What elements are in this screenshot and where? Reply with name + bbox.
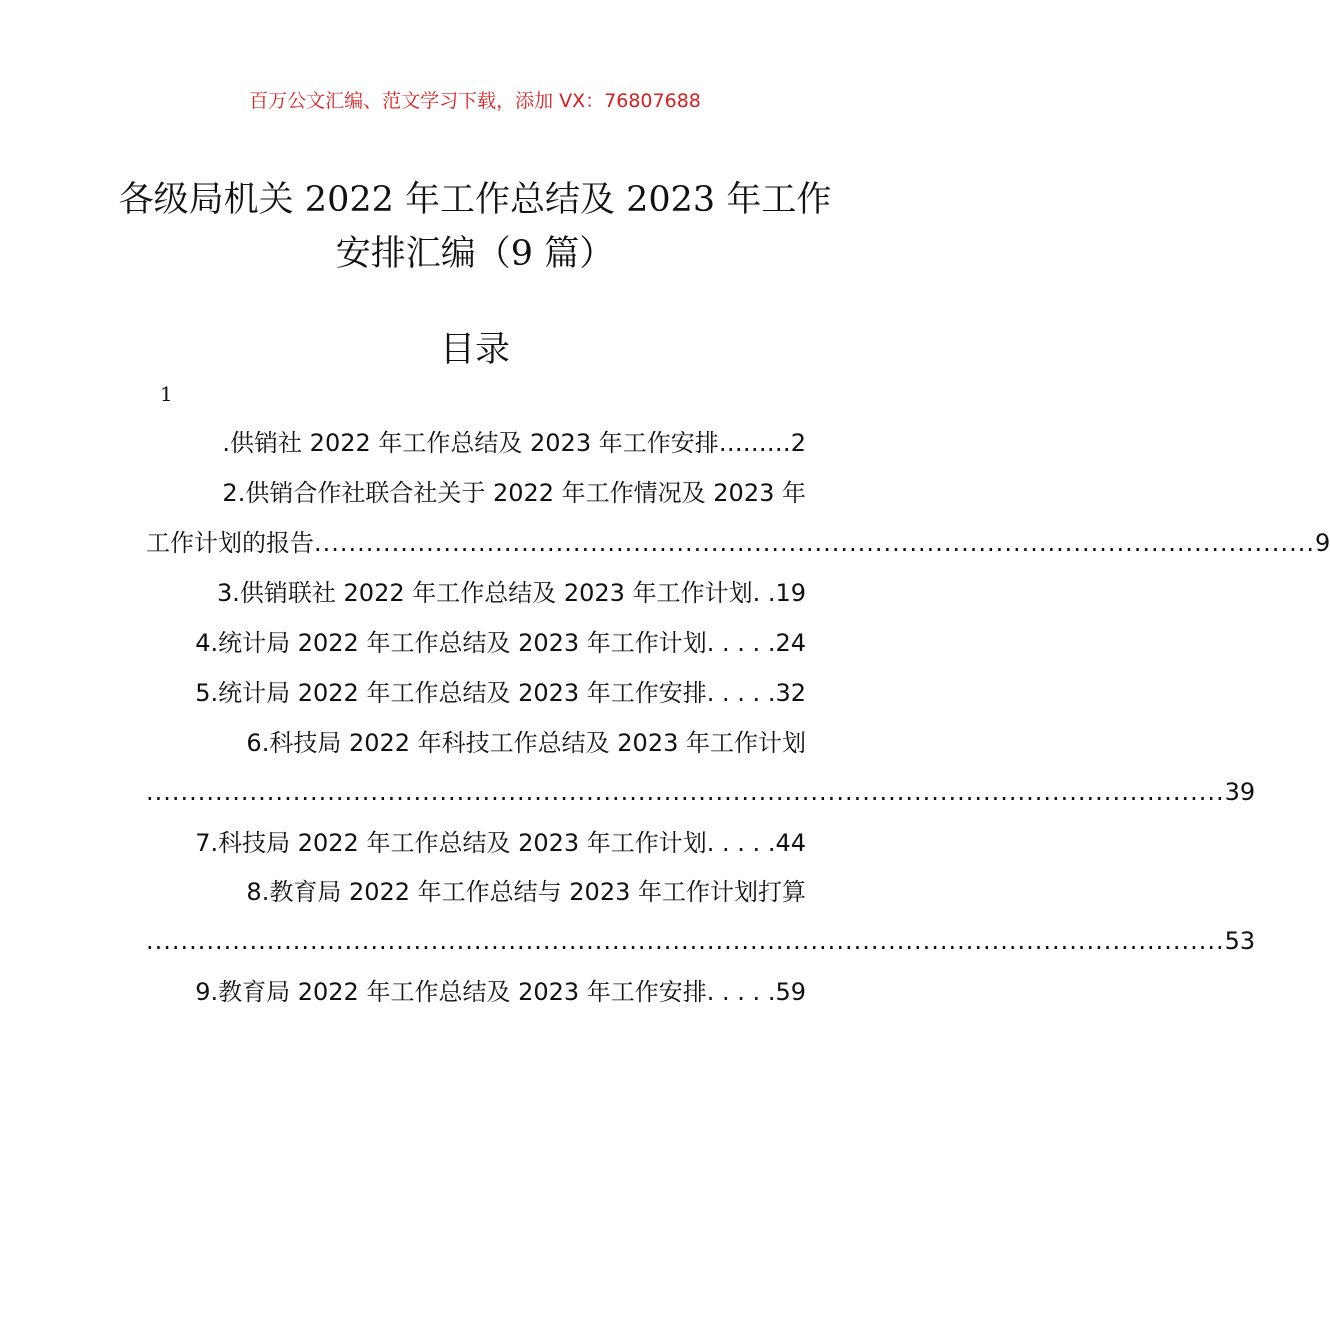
toc-entry-6-page: 39 (1224, 778, 1256, 806)
toc-heading: 目录 (439, 330, 510, 370)
dot-leader: ............................................................................................................................. (146, 778, 1225, 806)
toc-number: 1 (160, 382, 173, 406)
toc-entry-8-line-2[interactable] (146, 925, 1256, 957)
toc-entry-3[interactable]: 3.供销联社 2022 年工作总结及 2023 年工作计划. .19 (217, 579, 806, 607)
download-notice: 百万公文汇编、范文学习下载，添加 VX：76807688 (249, 90, 701, 112)
toc-entry-9[interactable]: 9.教育局 2022 年工作总结及 2023 年工作安排. . . . .59 (195, 978, 806, 1006)
toc-entry-6-line-2[interactable] (146, 776, 1256, 808)
document-title-line-2: 安排汇编（9 篇） (335, 234, 615, 274)
toc-entry-8-line-1[interactable]: 8.教育局 2022 年工作总结与 2023 年工作计划打算 (246, 878, 806, 906)
toc-entry-7[interactable]: 7.科技局 2022 年工作总结及 2023 年工作计划. . . . .44 (195, 829, 806, 857)
document-title-line-1: 各级局机关 2022 年工作总结及 2023 年工作 (118, 180, 832, 220)
toc-entry-2-title-cont: 工作计划的报告 (146, 529, 314, 557)
toc-entry-2-page: 9 (1314, 529, 1330, 557)
dot-leader: ............................................................................................................................. (146, 927, 1225, 955)
toc-entry-6-line-1[interactable]: 6.科技局 2022 年科技工作总结及 2023 年工作计划 (246, 729, 806, 757)
toc-entry-2-line-2[interactable] (146, 527, 1330, 559)
toc-entry-1[interactable]: .供销社 2022 年工作总结及 2023 年工作安排………2 (222, 429, 806, 457)
toc-entry-5[interactable]: 5.统计局 2022 年工作总结及 2023 年工作安排. . . . .32 (195, 679, 806, 707)
dot-leader: .................................................................................................................... (314, 529, 1315, 557)
toc-entry-4[interactable]: 4.统计局 2022 年工作总结及 2023 年工作计划. . . . .24 (195, 629, 806, 657)
toc-entry-8-page: 53 (1224, 927, 1256, 955)
toc-entry-2-line-1[interactable]: 2.供销合作社联合社关于 2022 年工作情况及 2023 年 (222, 479, 806, 507)
